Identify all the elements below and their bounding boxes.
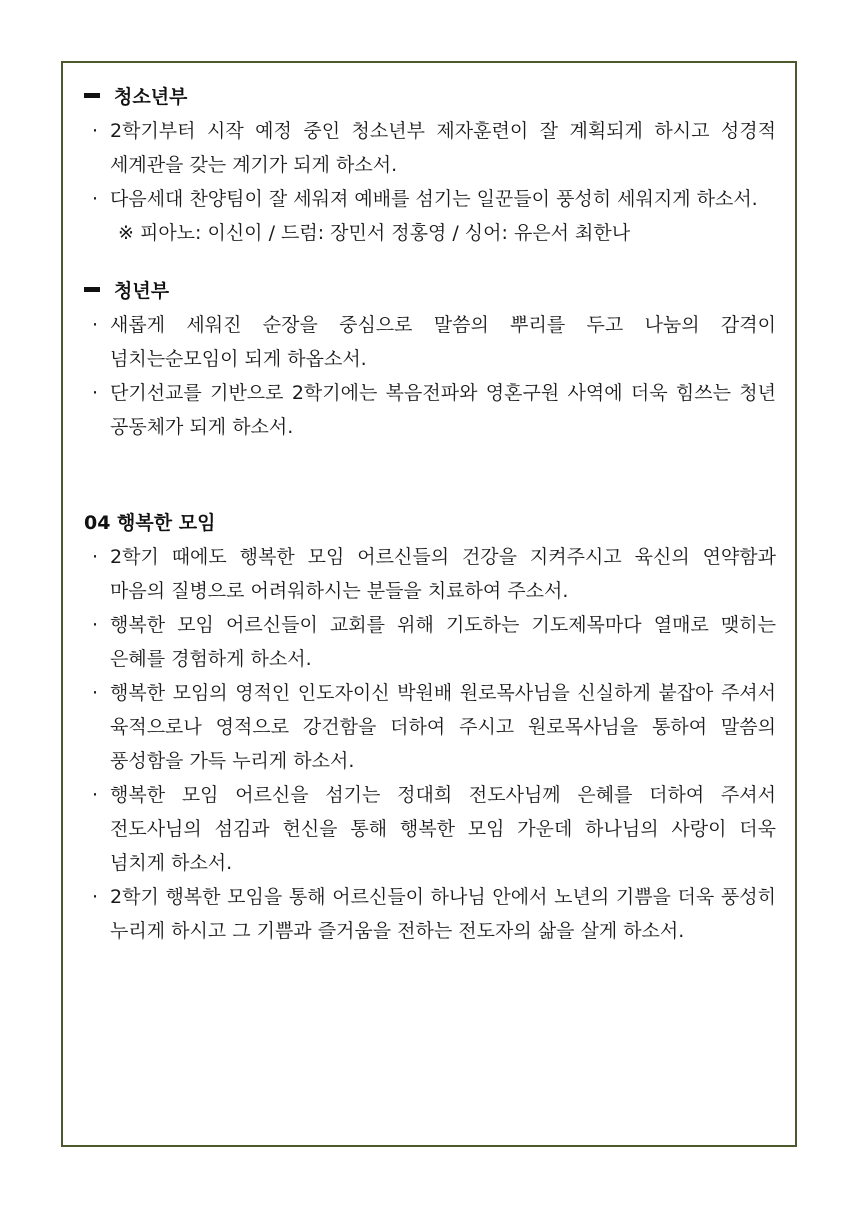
prayer-item	[84, 540, 776, 608]
prayer-text: 2학기 행복한 모임을 통해 어르신들이 하나님 안에서 노년의 기쁨을 더욱 풍성히 누리게 하시고 그 기쁨과 즐거움을 전하는 전도자의 삶을 살게 하소서.	[110, 886, 776, 942]
section-heading-youth	[84, 80, 776, 114]
section-heading-happy-gathering: 04 행복한 모임	[84, 512, 216, 534]
spacer	[84, 444, 776, 506]
prayer-item	[84, 676, 776, 778]
prayer-item	[84, 114, 776, 182]
section-title: 청소년부	[114, 86, 188, 108]
middle-dot-icon: ·	[92, 886, 99, 908]
prayer-item	[84, 880, 776, 948]
prayer-text: 2학기 때에도 행복한 모임 어르신들의 건강을 지켜주시고 육신의 연약함과 마음의 질병으로 어려워하시는 분들을 치료하여 주소서.	[110, 546, 776, 602]
prayer-item	[84, 182, 776, 216]
worship-team-note: ※ 피아노: 이신이 / 드럼: 장민서 정홍영 / 싱어: 유은서 최한나	[118, 222, 631, 244]
prayer-text: 행복한 모임의 영적인 인도자이신 박원배 원로목사님을 신실하게 붙잡아 주셔서 육적으로나 영적으로 강건함을 더하여 주시고 원로목사님을 통하여 말씀의 풍성함을 가득 누리게 하소서.	[110, 682, 776, 772]
middle-dot-icon: ·	[92, 314, 99, 336]
middle-dot-icon: ·	[92, 784, 99, 806]
section-title: 청년부	[114, 280, 170, 302]
middle-dot-icon: ·	[92, 614, 99, 636]
prayer-item	[84, 308, 776, 376]
prayer-text: 다음세대 찬양팀이 잘 세워져 예배를 섬기는 일꾼들이 풍성히 세워지게 하소서.	[110, 188, 758, 210]
prayer-text: 새롭게 세워진 순장을 중심으로 말씀의 뿌리를 두고 나눔의 감격이 넘치는순모임이 되게 하옵소서.	[110, 314, 776, 370]
prayer-item	[84, 778, 776, 880]
middle-dot-icon: ·	[92, 682, 99, 704]
prayer-text: 2학기부터 시작 예정 중인 청소년부 제자훈련이 잘 계획되게 하시고 성경적 세계관을 갖는 계기가 되게 하소서.	[110, 120, 776, 176]
section-heading-young-adults	[84, 274, 776, 308]
heading-bar-icon	[84, 287, 100, 292]
prayer-text: 단기선교를 기반으로 2학기에는 복음전파와 영혼구원 사역에 더욱 힘쓰는 청년 공동체가 되게 하소서.	[110, 382, 776, 438]
middle-dot-icon: ·	[92, 382, 99, 404]
prayer-text: 행복한 모임 어르신을 섬기는 정대희 전도사님께 은혜를 더하여 주셔서 전도사님의 섬김과 헌신을 통해 행복한 모임 가운데 하나님의 사랑이 더욱 넘치게 하소서.	[110, 784, 776, 874]
prayer-item	[84, 608, 776, 676]
middle-dot-icon: ·	[92, 188, 99, 210]
document-body	[84, 80, 776, 948]
middle-dot-icon: ·	[92, 546, 99, 568]
middle-dot-icon: ·	[92, 120, 99, 142]
prayer-item	[84, 376, 776, 444]
prayer-text: 행복한 모임 어르신들이 교회를 위해 기도하는 기도제목마다 열매로 맺히는 은혜를 경험하게 하소서.	[110, 614, 776, 670]
spacer	[84, 250, 776, 274]
heading-bar-icon	[84, 93, 100, 98]
